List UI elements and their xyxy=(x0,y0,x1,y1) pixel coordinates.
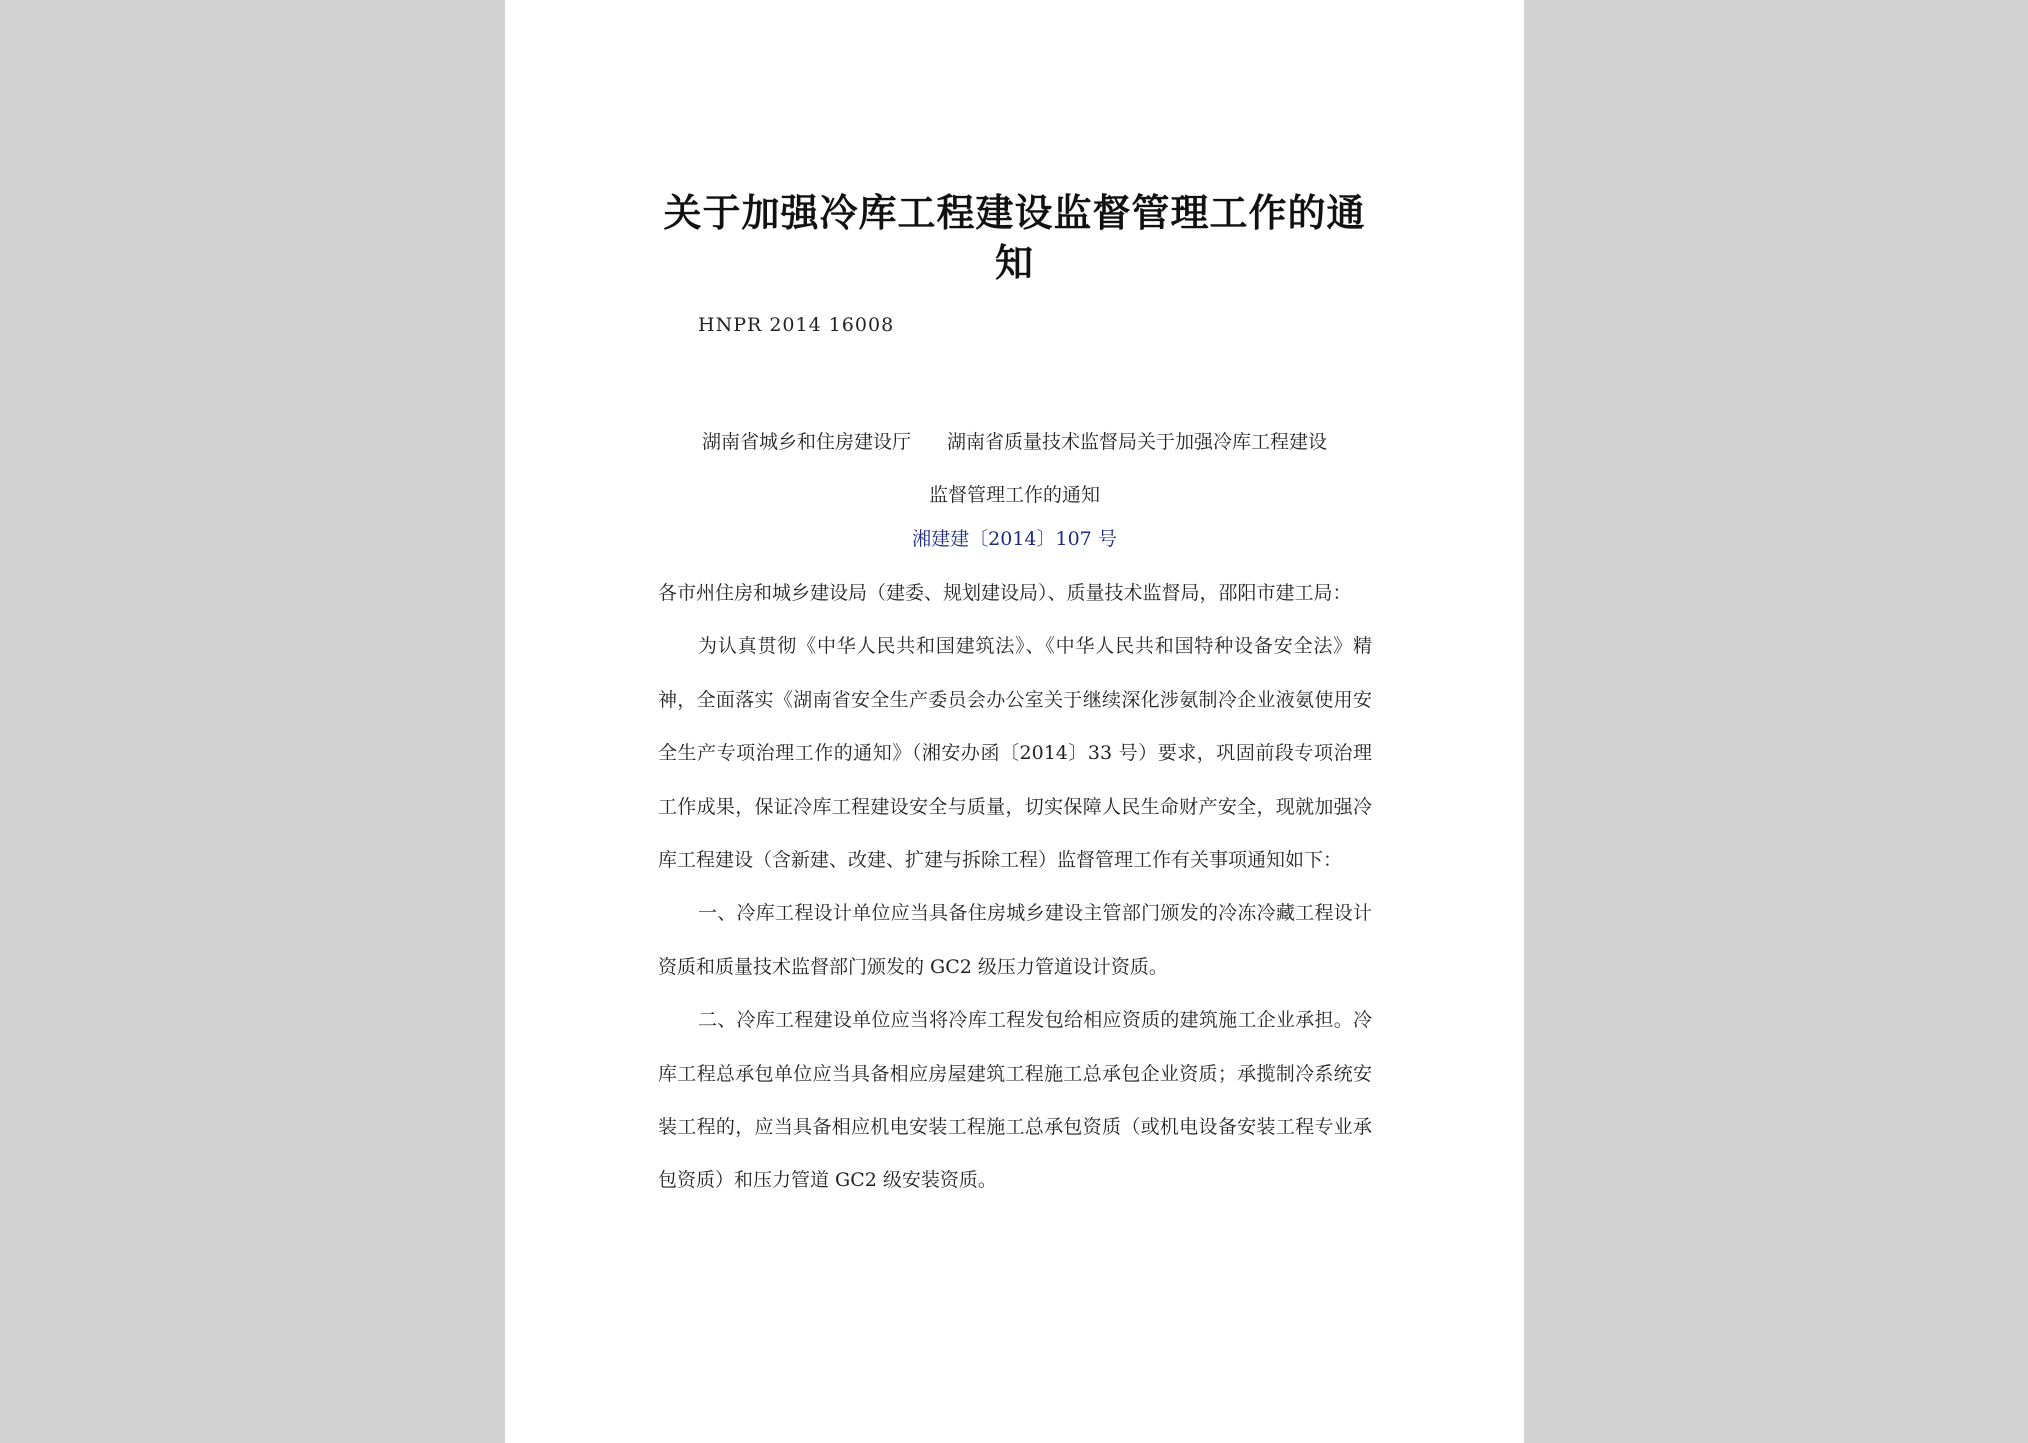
document-body xyxy=(658,567,1372,1208)
issuer-heading xyxy=(505,416,1524,522)
addressee: 各市州住房和城乡建设局（建委、规划建设局）、质量技术监督局，邵阳市建工局： xyxy=(658,582,1352,604)
issuer-line-2: 监督管理工作的通知 xyxy=(928,484,1100,506)
issuer-right: 湖南省质量技术监督局关于加强冷库工程建设 xyxy=(947,431,1328,453)
document-page xyxy=(505,0,1524,1443)
document-code: HNPR 2014 16008 xyxy=(698,314,895,336)
title-line-1: 关于加强冷库工程建设监督管理工作的通 xyxy=(663,190,1366,235)
paragraph-intro: 为认真贯彻《中华人民共和国建筑法》、《中华人民共和国特种设备安全法》精神，全面落实《湖南省安全生产委员会办公室关于继续深化涉氨制冷企业液氨使用安全生产专项治理工作的通知》（湘安办函〔2014〕33 号）要求，巩固前段专项治理工作成果，保证冷库工程建设安全与质量，切实保障人民生命财产安全，现就加强冷库工程建设（含新建、改建、扩建与拆除工程）监督管理工作有关事项通知如下： xyxy=(658,635,1372,872)
document-title xyxy=(505,188,1524,288)
issuer-left: 湖南省城乡和住房建设厅 xyxy=(701,431,911,453)
title-line-2: 知 xyxy=(994,240,1034,285)
paragraph-item-1: 一、冷库工程设计单位应当具备住房城乡建设主管部门颁发的冷冻冷藏工程设计资质和质量技术监督部门颁发的 GC2 级压力管道设计资质。 xyxy=(658,902,1372,978)
document-number: 湘建建〔2014〕107 号 xyxy=(912,528,1117,550)
paragraph-item-2: 二、冷库工程建设单位应当将冷库工程发包给相应资质的建筑施工企业承担。冷库工程总承包单位应当具备相应房屋建筑工程施工总承包企业资质；承揽制冷系统安装工程的，应当具备相应机电安装工程施工总承包资质（或机电设备安装工程专业承包资质）和压力管道 GC2 级安装资质。 xyxy=(658,1009,1372,1192)
